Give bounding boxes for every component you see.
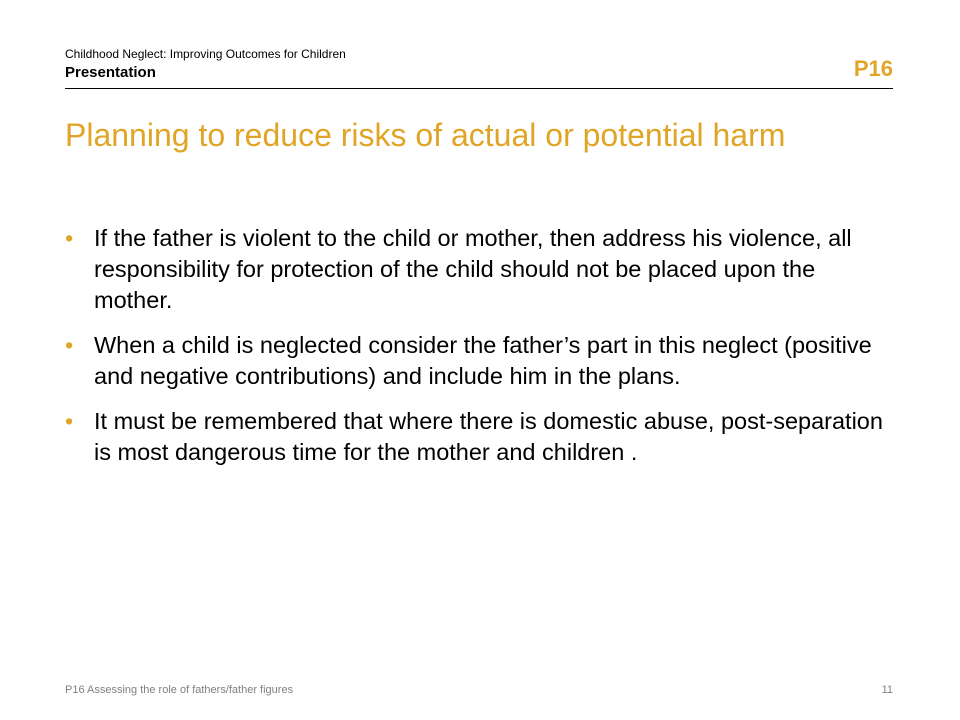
bullet-marker: • [65,408,74,434]
bullet-marker: • [65,332,74,358]
header-section: Presentation [65,64,156,81]
bullet-text: When a child is neglected consider the father’s part in this neglect (positive and negative contributions) and include him in the plans. [94,332,872,389]
header-divider [65,88,893,89]
bullet-item [65,223,895,316]
bullet-item [65,406,895,468]
module-code: P16 [853,56,893,81]
footer-text: P16 Assessing the role of fathers/father figures [65,684,294,696]
bullet-text: If the father is violent to the child or mother, then address his violence, all responsibility for protection of the child should not be placed upon the mother. [94,225,852,313]
page-number: 11 [881,684,893,696]
bullet-marker: • [65,225,74,251]
bullet-item [65,330,895,392]
bullet-list [65,223,895,482]
slide-title: Planning to reduce risks of actual or potential harm [65,117,786,153]
bullet-text: It must be remembered that where there is domestic abuse, post-separation is most dangerous time for the mother and children . [94,408,883,465]
header-subtitle: Childhood Neglect: Improving Outcomes for Children [65,47,346,61]
